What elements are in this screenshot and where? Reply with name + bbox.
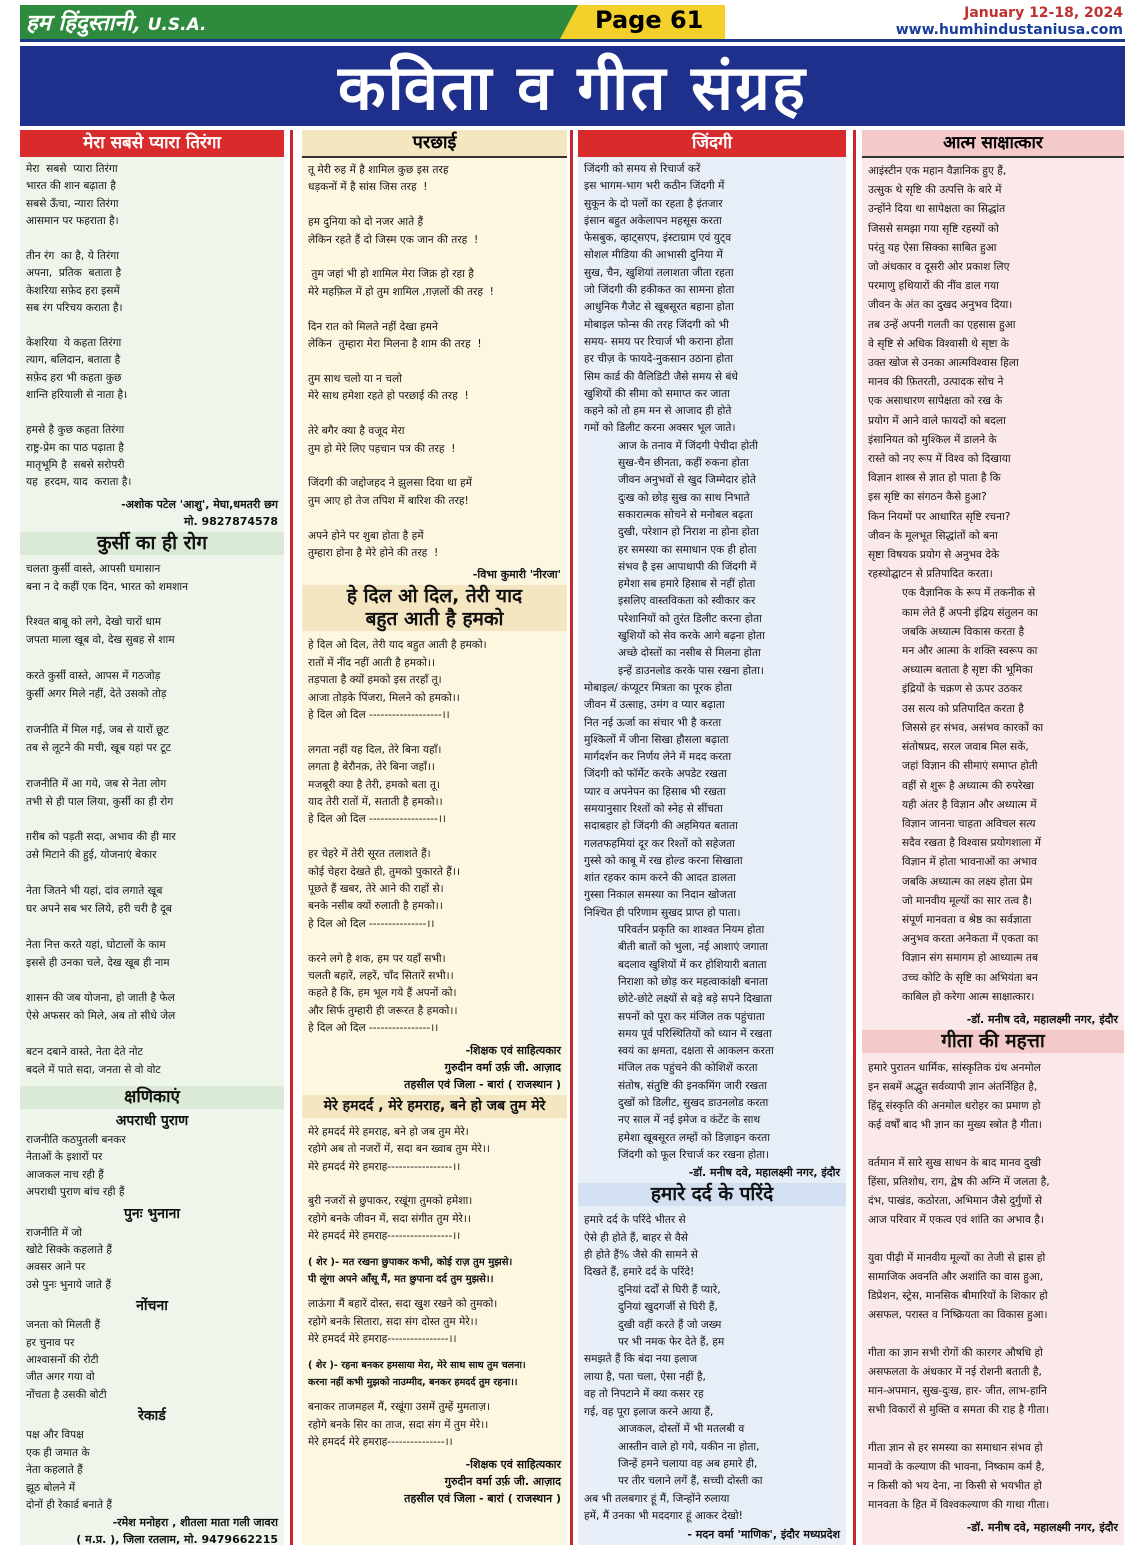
column-4 (862, 130, 1124, 1545)
poem-author: -विभा कुमारी 'नीरजा' (472, 568, 561, 582)
poem-body: एक वैज्ञानिक के रूप में तकनीक से काम लेते हैं अपनी इंद्रिय संतुलन का जबकि अध्यात्म विकास करता है मन और आत्मा के शक्ति स्वरूप का अध्यात्म बताता है सृष्टा की भूमिका इंद्रियों के चक्रण से ऊपर उठकर उस सत्य को प्रतिपादित करता है जिससे हर संभव, असंभव कारकों का संतोषप्रद, सरल जवाब मिल सकें, जहां विज्ञान की सीमाएं समाप्त होती वहीं से शुरू है अध्यात्म की रुपरेखा यही अंतर है विज्ञान और अध्यात्म में विज्ञान जानना चाहता अविचल सत्य सदैव रखता है विश्वास प्रयोगशाला में विज्ञान में होता भावनाओं का अभाव जबकि अध्यात्म का लक्ष्य होता प्रेम जो मानवीय मूल्यों का सार तत्व है। संपूर्ण मानवता व श्रेष्ठ का सर्वज्ञाता अनुभव करता अनेकता में एकता का विज्ञान संग समागम हो आध्यात्म तब उच्च कोटि के सृष्टि का अभियंता बन काबिल हो करेगा आत्म साक्षात्कार। (902, 587, 1044, 1003)
poem-author: -डॉ. मनीष दवे, महालक्ष्मी नगर, इंदौर (688, 1166, 840, 1180)
poem-body: आइंस्टीन एक महान वैज्ञानिक हुए हैं, उत्सुक थे सृष्टि की उत्पत्ति के बारे में उन्होंने दिया था सापेक्षता का सिद्धांत जिससे समझा गया सृष्टि रहस्यों को परंतु यह ऐसा सिक्का साबित हुआ जो अंधकार व दूसरी ओर प्रकाश लिए परमाणु हथियारों की नींव डाल गया जीवन के अंत का दुखद अनुभव दिया। तब उन्हें अपनी गलती का एहसास हुआ वे सृष्टि से अधिक विश्वासी थे सृष्टा के उक्त खोज से उनका आत्मविश्वास हिला मानव की फ़ितरती, उत्पादक सोच ने एक असाधारण सापेक्षता को रख के प्रयोग में आने वाले फायदों को बदला इंसानियत को मुश्किल में डालने के रास्ते को नए रूप में विश्व को दिखाया विज्ञान शास्त्र से ज्ञात हो पाता है कि इस सृष्टि का संगठन कैसे हुआ? किन नियमों पर आधारित सृष्टि रचना? जीवन के मूलभूत सिद्धांतों को बना सृष्टा विषयक प्रयोग से अनुभव देके रहस्योद्घाटन से प्रतिपादित करता। (868, 165, 1019, 581)
section-banner (20, 46, 1125, 126)
poem-author: -शिक्षक एवं साहित्यकार गुरुदीन वर्मा उर्फ़ जी. आज़ाद तहसील एवं जिला - बारां ( राजस्थान ) (404, 1457, 561, 1505)
poem-body: हमारे पुरातन धार्मिक, सांस्कृतिक ग्रंथ अनमोल इन सबमें अद्भुत सर्वव्यापी ज्ञान अंतर्निहित है, हिंदू संस्कृति की अनमोल धरोहर का प्रमाण हो कई वर्षों बाद भी ज्ञान का मुख्य स्त्रोत है गीता। वर्तमान में सारे सुख साधन के बाद मानव दुखी हिंसा, प्रतिशोध, राग, द्वेष की अग्नि में जलता है, दंभ, पाखंड, कठोरता, अभिमान जैसे दुर्गुणों से आज परिवार में एकत्व एवं शांति का अभाव है। युवा पीढ़ी में मानवीय मूल्यों का तेजी से ह्रास हो सामाजिक अवनति और अशांति का वास हुआ, डिप्रेशन, स्ट्रेस, मानसिक बीमारियों के शिकार हो असफल, परास्त व निष्क्रियता का विकास हुआ। गीता का ज्ञान सभी रोगों की कारगर औषधि हो असफलता के अंधकार में नई रोशनी बताती है, मान-अपमान, सुख-दुःख, हार- जीत, लाभ-हानि सभी विकारों से मुक्ति व समता की राह है गीता। गीता ज्ञान से हर समस्या का समाधान संभव हो मानवों के कल्याण की भावना, निष्काम कर्म है, न किसी को भय देना, ना किसी से भयभीत हो मानवता के हित में विश्वकल्याण की गाथा गीता। (868, 1061, 1050, 1511)
poem-body: मोबाइल/ कंप्यूटर मित्रता का पूरक होता जीवन में उत्साह, उमंग व प्यार बढ़ाता नित नई ऊर्जा का संचार भी है करता मुश्किलों में जीना सिखा हौसला बढ़ाता मार्गदर्शन कर निर्णय लेने में मदद करता जिंदगी को फॉर्मेट करके अपडेट रखता प्यार व अपनेपन का हिसाब भी रखता समयानुसार रिश्तों को स्नेह से सींचता सदाबहार हो जिंदगी की अहमियत बताता गलतफहमियां दूर कर रिश्तों को सहेजता गुस्से को काबू में रख होल्ड करना सिखाता शांत रहकर काम करने की आदत डालता गुस्सा निकाल समस्या का निदान खोजता निश्चित ही परिणाम सुखद प्राप्त हो पाता। (584, 681, 743, 919)
poem-body: आज के तनाव में जिंदगी पेचीदा होती सुख-चैन छीनता, कहीं रुकना होता जीवन अनुभवों से खुद जिम्मेदार होते दुःख को छोड़ सुख का साथ निभाते सकारात्मक सोचने से मनोबल बढ़ता दुखी, परेशान हो निराश ना होना होता हर समस्या का समाधान एक ही होता संभव है इस आपाधापी की जिंदगी में हमेशा सब हमारे हिसाब से नहीं होता इसलिए वास्तविकता को स्वीकार कर परेशानियों को तुरंत डिलीट करना होता खुशियों को सेव करके आगे बढ़ना होता अच्छे दोस्तों का नसीब से मिलना होता इन्हें डाउनलोड करके पास रखना होता। (618, 439, 765, 677)
subpoem-body: राजनीति में जो खोटे सिक्के कहलाते हैं अवसर आने पर उसे पुनः भुनाये जाते हैं (26, 1226, 113, 1291)
poem-title: कुर्सी का ही रोग (20, 532, 284, 555)
column-divider (290, 130, 293, 1545)
poem-body: बनाकर ताजमहल मैं, रखूंगा उसमें तुम्हें मुमताज़। रहोगे बनके सिर का ताज, सदा संग में तुम मेरे।। मेरे हमदर्द मेरे हमराह---------------।। (308, 1401, 491, 1449)
subpoem-title: पुनः भुनाना (123, 1205, 181, 1222)
poem-body: परिवर्तन प्रकृति का शाश्वत नियम होता बीती बातों को भुला, नई आशाएं जगाता बदलाव खुशियों में कर होशियारी बताता निराशा को छोड़ कर महत्वाकांक्षी बनाता छोटे-छोटे लक्ष्यों से बड़े बड़े सपने दिखाता सपनों को पूरा कर मंजिल तक पहुंचाता समय पूर्व परिस्थितियों को ध्यान में रखता स्वयं का क्षमता, दक्षता से आकलन करता मंजिल तक पहुंचने की कोशिशें करता संतोष, संतुष्टि की इनकमिंग जारी रखता दुखों को डिलीट, सुखद डाउनलोड करता नए साल में नई इमेज व कंटेंट के साथ हमेशा खूबसूरत लम्हों को डिज़ाइन करता जिंदगी को फूल रिचार्ज कर रखना होता। (618, 924, 774, 1161)
page-number: Page 61 (595, 6, 704, 34)
poem-title: हमारे दर्द के परिंदे (578, 1183, 846, 1206)
poem-title: जिंदगी (578, 130, 846, 157)
sher-couplet: ( शेर )- रहना बनकर हमसाया मेरा, मेरे साथ साथ तुम चलना। करना नहीं कभी मुझको नाउम्मीद, बनकर हमदर्द तुम रहना।। (308, 1359, 526, 1388)
poem-author: -शिक्षक एवं साहित्यकार गुरुदीन वर्मा उर्फ़ जी. आज़ाद तहसील एवं जिला - बारां ( राजस्थान ) (404, 1043, 561, 1091)
poem-body: चलता कुर्सी वास्ते, आपसी घमासान बना न दे कहीं एक दिन, भारत को शमशान रिश्वत बाबू को लगे, देखो चारों धाम जपता माला खूब वो, देख सुबह से शाम करते कुर्सी वास्ते, आपस में गठजोड़ कुर्सी अगर मिले नहीं, देते उसको तोड़ राजनीति में मिल गई, जब से यारों छूट तब से लूटने की मची, खूब यहां पर टूट राजनीति में आ गये, जब से नेता लोग तभी से ही पाल लिया, कुर्सी का ही रोग ग़रीब को पड़ती सदा, अभाव की ही मार उसे मिटाने की हुई, योजनाएं बेकार नेता जितने भी यहां, दांव लगाते खूब घर अपने सब भर लिये, हरी चरी है दूब नेता नित्त करते यहां, घोटालों के काम इससे ही उनका चले, देख खूब ही नाम शासन की जब योजना, हो जाती है फेल ऐसे अफसर को मिले, अब तो सीधे जेल बटन दबाने वास्ते, नेता देते नोट बदले में पाते सदा, जनता से वो वोट (26, 562, 189, 1077)
poem-title: गीता की महत्ता (862, 1030, 1124, 1053)
subpoem-body: जनता को मिलती हैं हर चुनाव पर आश्वासनों की रोटी जीत अगर गया वो नोंचता है उसकी बोटी (26, 1319, 107, 1401)
subpoem-body: पक्ष और विपक्ष एक ही जमात के नेता कहलाते हैं झूठ बोलने में दोनों ही रेकार्ड बनाते हैं (26, 1429, 113, 1511)
poem-title: मेरा सबसे प्यारा तिरंगा (20, 130, 284, 157)
column-3 (578, 130, 846, 1545)
poem-author: -डॉ. मनीष दवे, महालक्ष्मी नगर, इंदौर (966, 1012, 1118, 1026)
subpoem-title: अपराधी पुराण (115, 1113, 189, 1129)
website-url: www.humhindustaniusa.com (895, 22, 1123, 38)
poem-title: हे दिल ओ दिल, तेरी याद बहुत आती है हमको (302, 585, 567, 631)
poem-body: दुनियां दर्दों से घिरी हैं प्यारे, दुनियां खुदगर्जी से घिरी हैं, दुखी वहीं करते हैं जो जख्म पर भी नमक फेर देते हैं, हम (618, 1283, 725, 1349)
column-2 (302, 130, 567, 1545)
subpoem-title: नोंचना (136, 1298, 168, 1315)
poem-body: अब भी तलबगार हूं मैं, जिन्होंने रुलाया हमें, मैं उनका भी मददगार हूं आकर देखो! (584, 1492, 743, 1523)
poem-title: मेरे हमदर्द , मेरे हमराह, बने हो जब तुम मेरे (302, 1095, 567, 1118)
subpoem-title: रेकार्ड (138, 1408, 166, 1425)
poem-author: - मदन वर्मा 'माणिक', इंदौर मध्यप्रदेश (687, 1527, 840, 1541)
masthead-rule (20, 39, 1125, 42)
column-divider (853, 130, 856, 1545)
poem-body: हमारे दर्द के परिंदे भीतर से ऐसे ही होते हैं, बाहर से वैसे ही होते हैं% जैसे की सामने से दिखते हैं, हमारे दर्द के परिंदे! (584, 1214, 698, 1279)
poem-author: -डॉ. मनीष दवे, महालक्ष्मी नगर, इंदौर (966, 1520, 1118, 1534)
poem-author: -रमेश मनोहरा , शीतला माता गली जावरा ( म.प्र. ), जिला रतलाम, मो. 9479662215 (76, 1516, 278, 1545)
poem-title: आत्म साक्षात्कार (862, 130, 1124, 158)
issue-date: January 12-18, 2024 (964, 5, 1123, 21)
subpoem-body: राजनीति कठपुतली बनकर नेताओं के इशारों पर आजकल नाच रही हैं अपराधी पुराण बांच रही हैं (26, 1134, 126, 1199)
poem-body: समझते हैं कि बंदा नया इलाज लाया है, पता चला, ऐसा नहीं है, वह तो निपटाने में क्या कसर रह गई, वह पूरा इलाज करने आया हैं, (584, 1353, 714, 1418)
poem-author: -अशोक पटेल 'आशु', मेघा,धमतरी छग मो. 9827874578 (121, 497, 278, 528)
poem-body: मेरे हमदर्द मेरे हमराह, बने हो जब तुम मेरे। रहोगे अब तो नजरों में, सदा बन ख्वाब तुम मेरे।। मेरे हमदर्द मेरे हमराह-----------------।। बुरी नजरों से छुपाकर, रखूंगा तुमको हमेशा। रहोगे बनके जीवन में, सदा संगीत तुम मेरे।। मेरे हमदर्द मेरे हमराह-----------------।। (308, 1125, 490, 1243)
poem-body: जिंदगी को समय से रिचार्ज करें इस भागम-भाग भरी कठीन जिंदगी में सुकून के दो पलों का रहता है इंतजार इंसान बहुत अकेलापन महसूस करता फेसबुक, व्हाट्सएप, इंस्टाग्राम एवं युट्व सोशल मीडिया की आभासी दुनिया में सुख, चैन, खुशियां तलाशता जीता रहता जो जिंदगी की हकीकत का सामना होता आधुनिक गैजेट से खूबसूरत बहाना होता मोबाइल फोन्स की तरह जिंदगी को भी समय- समय पर रिचार्ज भी कराना होता हर चीज़ के फायदे-नुकसान उठाना होता सिम कार्ड की वैलिडिटी जैसे समय से बंधे खुशियों की सीमा को समाप्त कर जाता कहने को तो हम मन से आजाद ही होते गमों को डिलीट करना अक्सर भूल जाते। (584, 163, 738, 435)
poem-body: तू मेरी रुह में है शामिल कुछ इस तरह धड़कनों में है सांस जिस तरह ! हम दुनिया को दो नजर आते हैं लेकिन रहते हैं दो जिस्म एक जान की तरह ! तुम जहां भी हो शामिल मेरा जिक्र हो रहा है मेरे महफ़िल में हो तुम शामिल ,ग़ज़लों की तरह ! दिन रात को मिलते नहीं देखा हमने लेकिन तुम्हारा मेरा मिलना है शाम की तरह ! तुम साथ चलो या न चलो मेरे साथ हमेशा रहते हो परछाई की तरह ! तेरे बगैर क्या है वजूद मेरा तुम हो मेरे लिए पहचान पत्र की तरह ! जिंदगी की जद्दोजहद ने झुलसा दिया था हमें तुम आए हो तेज तपिश में बारिश की तरह! अपने होने पर शुबा होता है हमें तुम्हारा होना है मेरे होने की तरह ! (308, 164, 494, 559)
poem-title: परछाई (302, 130, 567, 158)
poem-body: हे दिल ओ दिल, तेरी याद बहुत आती है हमको। रातों में नींद नहीं आती है हमको।। तड़पाता है क्यों हमको इस तरहाँ तू। आजा तोड़के पिंजरा, मिलने को हमको।। हे दिल ओ दिल -------------------।। लगता नहीं यह दिल, तेरे बिना यहाँ। लगता है बेरौनक़, तेरे बिना जहाँ।। मजबूरी क्या है तेरी, हमको बता तू। याद तेरी रातों में, सताती है हमको।। हे दिल ओ दिल ------------------।। हर चेहरे में तेरी सूरत तलाशते हैं। कोई चेहरा देखते ही, तुमको पुकारते हैं।। पूछते हैं खबर, तेरे आने की राहों से। बनके नसीब क्यों रुलाती है हमको।। हे दिल ओ दिल ---------------।। करने लगे है शक, हम पर यहाँ सभी। चलती बहारें, लहरें, चाँद सितारें सभी।। कहते है कि, हम भूल गये हैं अपनों को। और सिर्फ तुम्हारी ही जरूरत है हमको।। हे दिल ओ दिल ----------------।। (308, 639, 487, 1035)
poem-body: आजकल, दोस्तों में भी मतलबी व आस्तीन वाले हो गये, यकीन ना होता, जिन्हें हमने चलाया वह अब हमारे ही, पर तीर चलाने लगें हैं, सच्ची दोस्ती का (618, 1423, 763, 1488)
banner-title: कविता व गीत संग्रह (338, 51, 807, 124)
poem-body: मेरा सबसे प्यारा तिरंगा भारत की शान बढ़ाता है सबसे ऊँचा, न्यारा तिरंगा आसमान पर फहराता है। तीन रंग का है, ये तिरंगा अपना, प्रतिक बताता है केशरिया सफ़ेद हरा इसमें सब रंग परिचय कराता है। केशरिया ये कहता तिरंगा त्याग, बलिदान, बताता है सफ़ेद हरा भी कहता कुछ शान्ति हरियाली से नाता है। हमसे है कुछ कहता तिरंगा राष्ट्र-प्रेम का पाठ पढ़ाता है मातृभूमि है सबसे सरोपरी यह हरदम, याद कराता है। (26, 163, 132, 489)
poem-body: लाऊंगा मैं बहारें दोस्त, सदा खुश रखने को तुमको। रहोगे बनके सितारा, सदा संग दोस्त तुम मेरे।। मेरे हमदर्द मेरे हमराह----------------।। (308, 1298, 498, 1346)
sher-couplet: ( शेर )- मत रखना छुपाकर कभी, कोई राज़ तुम मुझसे। पी लूंगा अपने आँसू मैं, मत छुपाना दर्द तुम मुझसे।। (308, 1256, 513, 1285)
newspaper-name: हम हिंदुस्तानी, U.S.A. (26, 10, 207, 36)
column-1 (20, 130, 284, 1545)
column-divider (570, 130, 573, 1545)
poem-title: क्षणिकाएं (20, 1086, 284, 1109)
masthead-bar (20, 5, 1125, 41)
